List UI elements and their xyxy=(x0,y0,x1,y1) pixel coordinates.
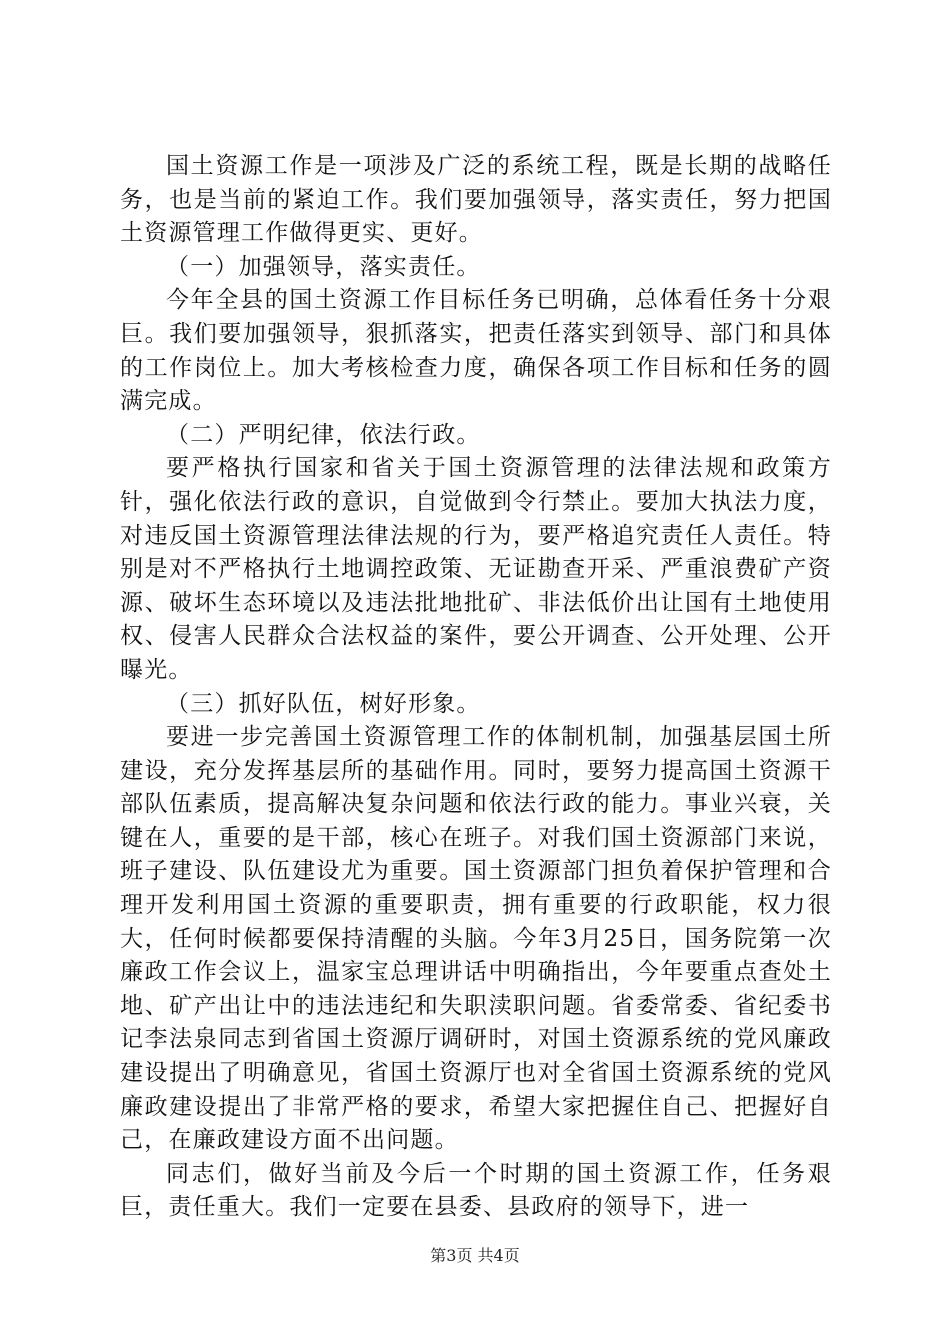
paragraph-intro: 国土资源工作是一项涉及广泛的系统工程，既是长期的战略任务，也是当前的紧迫工作。我们要加强领导，落实责任，努力把国土资源管理工作做得更实、更好。 xyxy=(120,153,832,247)
section-heading-3: （三）抓好队伍，树好形象。 xyxy=(166,690,481,717)
paragraph-closing: 同志们，做好当前及今后一个时期的国土资源工作，任务艰巨，责任重大。我们一定要在县委、县政府的领导下，进一 xyxy=(120,1160,832,1221)
section-heading-1: （一）加强领导，落实责任。 xyxy=(166,253,481,280)
page-footer xyxy=(0,1243,950,1266)
paragraph-section-2: 要严格执行国家和省关于国土资源管理的法律法规和政策方针，强化依法行政的意识，自觉做到令行禁止。要加大执法力度，对违反国土资源管理法律法规的行为，要严格追究责任人责任。特别是对不严格执行土地调控政策、无证勘查开采、严重浪费矿产资源、破坏生态环境以及违法批地批矿、非法低价出让国有土地使用权、侵害人民群众合法权益的案件，要公开调查、公开处理、公开曝光。 xyxy=(120,455,832,683)
paragraph-section-1: 今年全县的国土资源工作目标任务已明确，总体看任务十分艰巨。我们要加强领导，狠抓落实，把责任落实到领导、部门和具体的工作岗位上。加大考核检查力度，确保各项工作目标和任务的圆满完成。 xyxy=(120,287,832,415)
document-body xyxy=(120,150,832,1225)
page-number: 第3页 共4页 xyxy=(430,1246,520,1265)
paragraph-section-3: 要进一步完善国土资源管理工作的体制机制，加强基层国土所建设，充分发挥基层所的基础作用。同时，要努力提高国土资源干部队伍素质，提高解决复杂问题和依法行政的能力。事业兴衰，关键在人，重要的是干部，核心在班子。对我们国土资源部门来说，班子建设、队伍建设尤为重要。国土资源部门担负着保护管理和合理开发利用国土资源的重要职责，拥有重要的行政职能，权力很大，任何时候都要保持清醒的头脑。今年3月25日，国务院第一次廉政工作会议上，温家宝总理讲话中明确指出，今年要重点查处土地、矿产出让中的违法违纪和失职渎职问题。省委常委、省纪委书记李法泉同志到省国土资源厅调研时，对国土资源系统的党风廉政建设提出了明确意见，省国土资源厅也对全省国土资源系统的党风廉政建设提出了非常严格的要求，希望大家把握住自己、把握好自己，在廉政建设方面不出问题。 xyxy=(120,724,832,1154)
section-heading-2: （二）严明纪律，依法行政。 xyxy=(166,421,481,448)
